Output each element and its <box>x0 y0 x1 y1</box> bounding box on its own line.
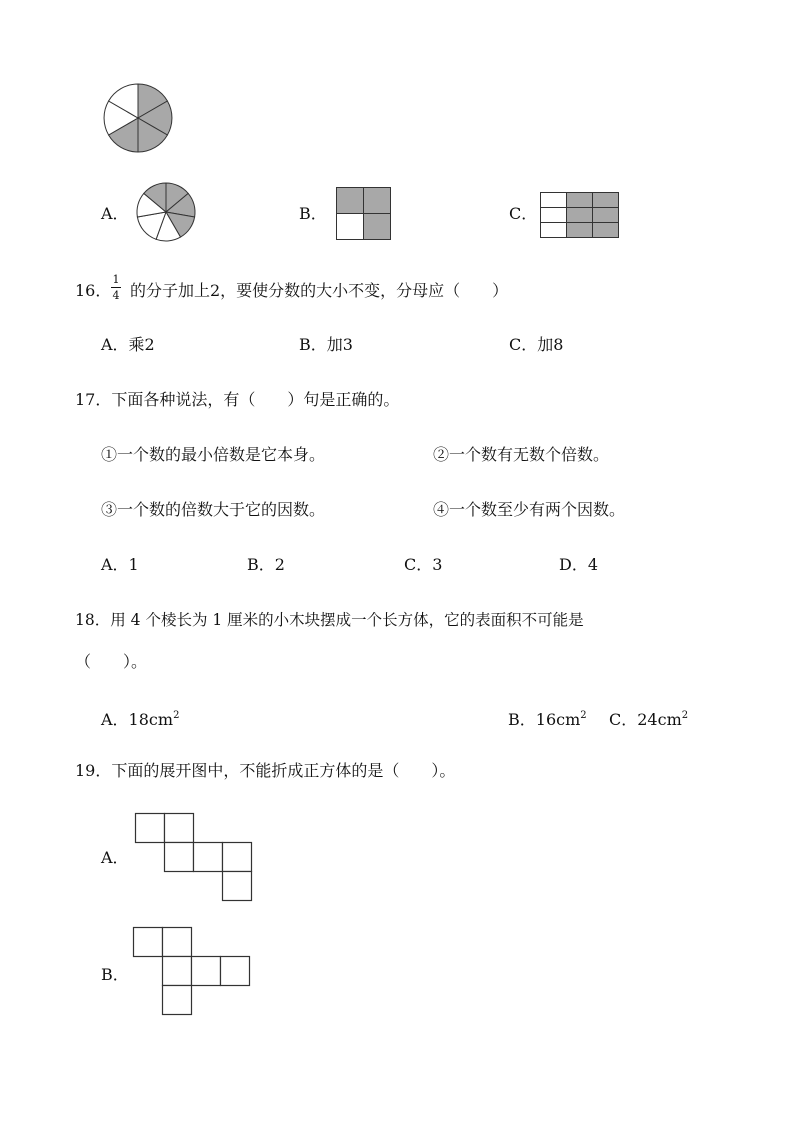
q18-option-a-superscript: 2 <box>173 710 180 721</box>
q16-fraction-bar <box>111 287 121 288</box>
q19-option-a-label[interactable]: A． <box>101 848 129 867</box>
q18-question-line-1: 18．用 4 个棱长为 1 厘米的小木块摆成一个长方体，它的表面积不可能是 <box>75 611 584 629</box>
q17-statement-3: ③一个数的倍数大于它的因数。 <box>101 500 326 519</box>
q17-statement-2: ②一个数有无数个倍数。 <box>433 445 610 464</box>
q15-option-b-square-figure <box>335 186 393 242</box>
q15-option-c-label[interactable]: C． <box>509 204 538 223</box>
q16-question-text: 的分子加上2，要使分数的大小不变，分母应（ ） <box>130 281 509 300</box>
q18-question-line-2: （ ）。 <box>75 652 148 671</box>
q16-number: 16． <box>75 281 112 300</box>
q16-option-b[interactable]: B．加3 <box>299 335 353 354</box>
q17-statement-1: ①一个数的最小倍数是它本身。 <box>101 445 326 464</box>
q15-option-b-label[interactable]: B． <box>299 204 327 223</box>
q18-option-b[interactable] <box>508 706 587 730</box>
q18-option-c-text: C．24cm <box>609 710 682 729</box>
q18-option-a-text: A．18cm <box>101 710 174 729</box>
q15-option-c-grid-figure <box>539 191 621 239</box>
q15-option-a-label[interactable]: A． <box>101 204 129 223</box>
q17-statement-4: ④一个数至少有两个因数。 <box>433 500 626 519</box>
q19-option-b-cube-net <box>132 926 252 1020</box>
q17-option-b[interactable]: B．2 <box>247 555 285 574</box>
q16-option-c[interactable]: C．加8 <box>509 335 564 354</box>
q16-option-a[interactable]: A．乘2 <box>101 335 155 354</box>
q19-option-b-label[interactable]: B． <box>101 965 129 984</box>
q17-option-c[interactable]: C．3 <box>404 555 443 574</box>
q17-option-d[interactable]: D．4 <box>559 555 599 574</box>
q18-option-c[interactable] <box>609 706 688 730</box>
q17-option-a[interactable]: A．1 <box>101 555 139 574</box>
q16-fraction-denominator: 4 <box>112 289 120 302</box>
q19-option-a-cube-net <box>134 812 258 906</box>
q16-fraction-numerator: 1 <box>112 273 120 286</box>
q18-option-b-superscript: 2 <box>580 710 587 721</box>
q18-option-c-superscript: 2 <box>681 710 689 721</box>
q15-option-a-circle-figure <box>133 182 199 242</box>
q18-option-a[interactable] <box>101 706 179 730</box>
q18-option-b-text: B．16cm <box>508 710 581 729</box>
q15-stem-circle-figure <box>100 80 176 156</box>
q17-question-text: 17．下面各种说法，有（ ）句是正确的。 <box>75 390 400 409</box>
q19-question-text: 19．下面的展开图中，不能折成正方体的是（ ）。 <box>75 761 456 780</box>
